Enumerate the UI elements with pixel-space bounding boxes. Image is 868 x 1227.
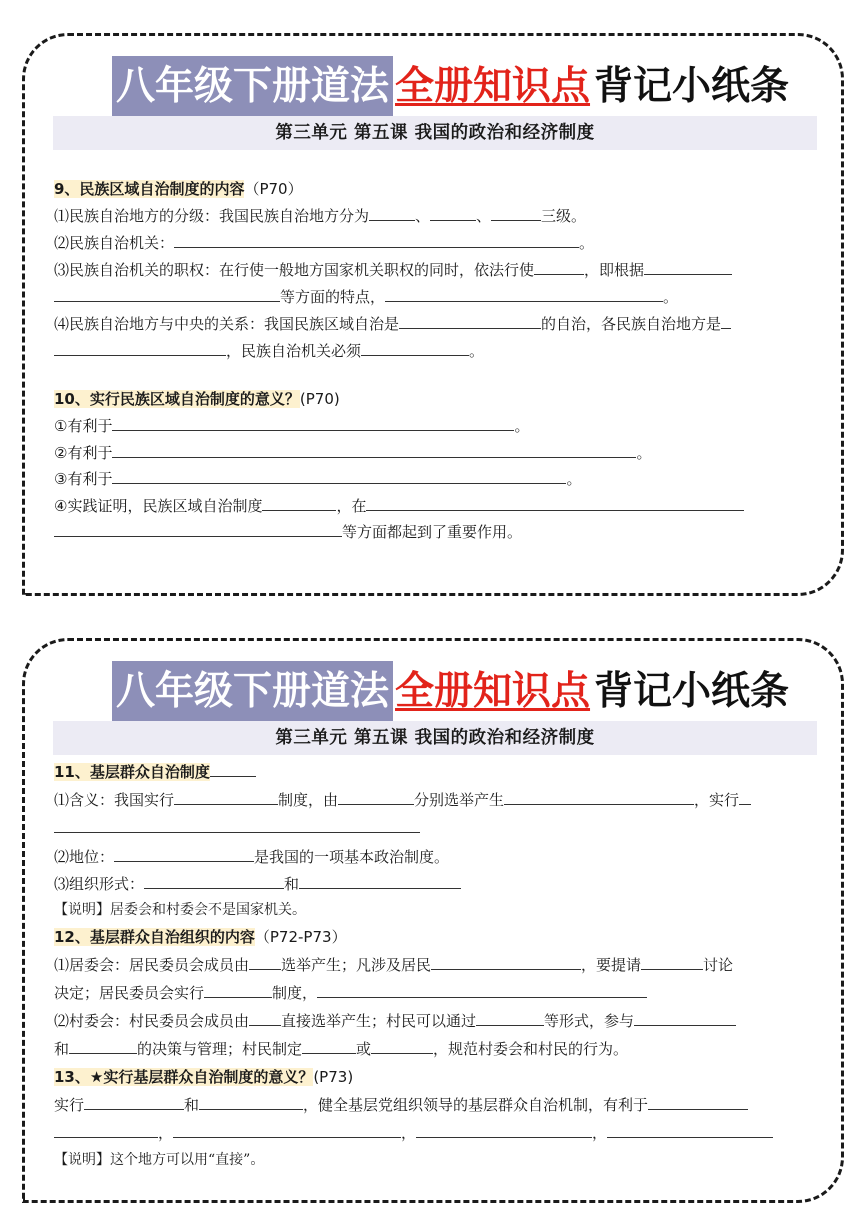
blank[interactable] [302, 1038, 356, 1054]
q12-text: 直接选举产生；村民可以通过 [281, 1012, 477, 1030]
q11-text: 分别选举产生 [414, 791, 505, 809]
blank[interactable] [84, 1094, 184, 1110]
q11-line-1 [54, 789, 815, 811]
blank[interactable] [173, 1122, 401, 1138]
q13-heading-line [54, 1066, 815, 1088]
q12-text: ，要提请 [581, 956, 642, 974]
q9-text: 。 [663, 288, 679, 306]
q13-line-2 [54, 1122, 815, 1144]
q12-text: 或 [356, 1040, 372, 1058]
q9-text: ，民族自治机关必须 [226, 342, 362, 360]
unit-heading: 第三单元 第五课 我国的政治和经济制度 [53, 721, 817, 755]
blank[interactable] [54, 1122, 158, 1138]
q9-text: 。 [469, 342, 485, 360]
q9-line-5 [54, 313, 815, 335]
q10-item-5 [54, 521, 815, 543]
q11-text: ，实行 [694, 791, 740, 809]
q9-line-2 [54, 232, 815, 254]
q10-text: 。 [514, 417, 530, 435]
q13-text: 和 [184, 1096, 200, 1114]
blank[interactable] [262, 495, 336, 511]
blank[interactable] [721, 313, 731, 329]
q13-page-ref: (P73) [313, 1068, 354, 1086]
blank[interactable] [112, 468, 566, 484]
q12-line-1 [54, 954, 815, 976]
blank[interactable] [54, 817, 420, 833]
blank[interactable] [249, 954, 281, 970]
blank[interactable] [385, 286, 663, 302]
title-part-end: 背记小纸条 [594, 669, 790, 714]
q10-page-ref: (P70) [299, 390, 340, 408]
q11-heading-line [54, 761, 815, 783]
q9-line-4 [54, 286, 815, 308]
blank[interactable] [174, 789, 278, 805]
blank[interactable] [476, 1010, 544, 1026]
q10-text: 。 [636, 444, 652, 462]
q12-line-4 [54, 1038, 815, 1060]
blank[interactable] [112, 442, 636, 458]
q11-line-3 [54, 873, 815, 895]
blank[interactable] [366, 495, 744, 511]
q11-text: 制度，由 [278, 791, 339, 809]
blank[interactable] [371, 1038, 433, 1054]
unit-heading: 第三单元 第五课 我国的政治和经济制度 [53, 116, 817, 150]
q9-text: 三级。 [541, 207, 587, 225]
q10-text: ②有利于 [54, 444, 113, 462]
q9-text: 。 [579, 234, 595, 252]
blank[interactable] [504, 789, 694, 805]
q9-text: 等方面的特点， [280, 288, 386, 306]
q13-line-1 [54, 1094, 815, 1116]
q9-text: ⑵民族自治机关： [54, 234, 175, 252]
q12-text: ⑵村委会：村民委员会成员由 [54, 1012, 250, 1030]
q13-heading: 13、★实行基层群众自治制度的意义？ [54, 1068, 314, 1086]
q9-page-ref: （P70） [244, 180, 303, 198]
title-part-grade: 八年级下册道法 [112, 56, 393, 118]
q12-line-3 [54, 1010, 815, 1032]
q9-line-6 [54, 340, 815, 362]
q12-page-ref: （P72-P73） [254, 928, 347, 946]
blank[interactable] [648, 1094, 748, 1110]
blank[interactable] [144, 873, 284, 889]
blank[interactable] [249, 1010, 281, 1026]
q10-text: 。 [566, 470, 582, 488]
q11-heading: 11、基层群众自治制度 [54, 763, 210, 781]
notes-card-1 [22, 33, 844, 596]
q9-heading: 9、民族区域自治制度的内容 [54, 180, 245, 198]
title-part-end: 背记小纸条 [594, 64, 790, 109]
blank[interactable] [199, 1094, 303, 1110]
q12-text: 和 [54, 1040, 70, 1058]
q11-line-2 [54, 846, 815, 868]
q13-text: ， [592, 1124, 608, 1142]
blank[interactable] [416, 1122, 592, 1138]
blank[interactable] [491, 205, 541, 221]
q10-item-1 [54, 415, 815, 437]
q12-text: 选举产生；凡涉及居民 [281, 956, 432, 974]
q12-heading-line [54, 926, 815, 948]
q9-line-1 [54, 205, 815, 227]
blank[interactable] [641, 954, 703, 970]
q10-item-2 [54, 442, 815, 464]
blank[interactable] [369, 205, 415, 221]
blank[interactable] [644, 259, 732, 275]
blank[interactable] [430, 205, 476, 221]
blank[interactable] [534, 259, 584, 275]
q9-line-3 [54, 259, 815, 281]
blank[interactable] [317, 982, 647, 998]
q11-text: 和 [284, 875, 300, 893]
title-part-highlight: 全册知识点 [395, 669, 591, 714]
q9-text: 的自治，各民族自治地方是 [541, 315, 722, 333]
q9-text: ⑷民族自治地方与中央的关系：我国民族区域自治是 [54, 315, 400, 333]
q10-text: ，在 [336, 497, 367, 515]
q9-text: ，即根据 [584, 261, 645, 279]
q10-heading: 10、实行民族区域自治制度的意义？ [54, 390, 300, 408]
q11-text: 是我国的一项基本政治制度。 [254, 848, 450, 866]
blank[interactable] [69, 1038, 137, 1054]
q10-item-3 [54, 468, 815, 490]
q12-text: 制度， [272, 984, 318, 1002]
q13-text: 实行 [54, 1096, 85, 1114]
blank[interactable] [54, 521, 342, 537]
q11-line-1-cont [54, 817, 815, 839]
q12-text: 等形式，参与 [544, 1012, 635, 1030]
blank[interactable] [204, 982, 272, 998]
q10-heading-line [54, 388, 815, 410]
blank[interactable] [338, 789, 414, 805]
blank[interactable] [54, 340, 226, 356]
q10-text: ④实践证明，民族区域自治制度 [54, 497, 263, 515]
q10-text: ③有利于 [54, 470, 113, 488]
q13-text: ， [401, 1124, 417, 1142]
blank[interactable] [299, 873, 461, 889]
q11-note: 【说明】居委会和村委会不是国家机关。 [54, 902, 306, 918]
q13-text: ，健全基层党组织领导的基层群众自治机制，有利于 [303, 1096, 649, 1114]
blank[interactable] [210, 761, 256, 777]
blank[interactable] [112, 415, 514, 431]
q11-text: ⑴含义：我国实行 [54, 791, 175, 809]
blank[interactable] [634, 1010, 736, 1026]
blank[interactable] [607, 1122, 773, 1138]
q12-text: ⑴居委会：居民委员会成员由 [54, 956, 250, 974]
blank[interactable] [114, 846, 254, 862]
title-part-grade: 八年级下册道法 [112, 661, 393, 723]
q9-heading-line [54, 178, 815, 200]
q12-text: 决定；居民委员会实行 [54, 984, 205, 1002]
q9-text: ⑶民族自治机关的职权：在行使一般地方国家机关职权的同时，依法行使 [54, 261, 535, 279]
blank[interactable] [739, 789, 751, 805]
q12-text: ，规范村委会和村民的行为。 [433, 1040, 629, 1058]
blank[interactable] [174, 232, 579, 248]
q12-text: 的决策与管理；村民制定 [137, 1040, 303, 1058]
q9-text: 、 [415, 207, 431, 225]
q13-note: 【说明】这个地方可以用“直接”。 [54, 1152, 265, 1168]
q12-line-2 [54, 982, 815, 1004]
q12-text: 讨论 [703, 956, 734, 974]
q13-text: ， [158, 1124, 174, 1142]
blank[interactable] [399, 313, 541, 329]
title-part-highlight: 全册知识点 [395, 64, 591, 109]
q11-text: ⑵地位： [54, 848, 115, 866]
blank[interactable] [361, 340, 469, 356]
blank[interactable] [54, 286, 280, 302]
page-title [112, 56, 789, 118]
notes-card-2 [22, 638, 844, 1203]
q9-text: ⑴民族自治地方的分级：我国民族自治地方分为 [54, 207, 370, 225]
q10-item-4 [54, 495, 815, 517]
page-title [112, 661, 789, 723]
blank[interactable] [431, 954, 581, 970]
q9-text: 、 [476, 207, 492, 225]
q10-text: ①有利于 [54, 417, 113, 435]
q12-heading: 12、基层群众自治组织的内容 [54, 928, 255, 946]
q10-text: 等方面都起到了重要作用。 [342, 523, 523, 541]
q11-text: ⑶组织形式： [54, 875, 145, 893]
